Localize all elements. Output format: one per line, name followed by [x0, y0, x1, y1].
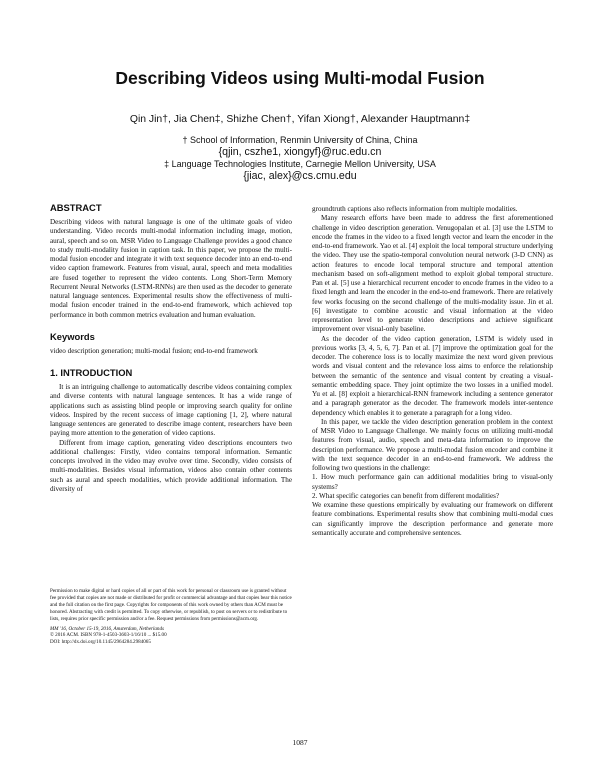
body-paragraph: As the decoder of the video caption generation, LSTM is widely used in previous works [3, 4, 5, 6, 7]. Pan et al. [7] improve the optimization goal for the decoder. The coherence loss is to locally maximize the next word given previous words and visual content and the relevance loss aims to enforce the relationship between the semantic of the sentence and visual content by creating a visual-semantic embedding space. They joint optimize the two losses in a unified model. Yu et al. [8] exploit a hierarchical-RNN framework including a sentence generator and a paragraph generator as the decoder. The framework models inter-sentence dependency which enables it to generate a paragraph for a long video.	[312, 334, 553, 417]
author-list: Qin Jin†, Jia Chen‡, Shizhe Chen†, Yifan Xiong†, Alexander Hauptmann‡	[129, 114, 471, 125]
keywords-heading: Keywords	[50, 330, 95, 342]
body-paragraph: In this paper, we tackle the video description generation problem in the context of MSR Video to Language Challenge. We mainly focus on utilizing multi-modal features from visual, audio, speech and meta-data information to improve the description performance. We propose a multi-modal fusion encoder and combine it with the text sequence decoder in an end-to-end framework. We address the following two questions in the challenge:	[312, 417, 553, 472]
left-column	[50, 202, 292, 494]
conference-info: MM '16, October 15-19, 2016, Amsterdam, Netherlands	[50, 625, 164, 632]
doi-line: DOI: http://dx.doi.org/10.1145/2964284.2984065	[50, 639, 151, 646]
body-paragraph: groundtruth captions also reflects information from multiple modalities.	[312, 205, 518, 213]
intro-paragraph: It is an intriguing challenge to automatically describe videos containing complex and diverse contents with natural language sentences. It has a wide range of applications such as assisting blind people or improving search quality for online videos. Inspired by the recent success of image captioning [1, 2], where natural language sentences are generated to describe image content, researchers have been paying more attention to the generation of video captions.	[50, 383, 292, 438]
page-number: 1087	[292, 738, 308, 747]
permission-notice: Permission to make digital or hard copies of all or part of this work for personal or classroom use is granted without fee provided that copies are not made or distributed for profit or commercial advantage and that copies bear this notice and the full citation on the first page. Copyrights for components of this work owned by others than ACM must be honored. Abstracting with credit is permitted. To copy otherwise, or republish, to post on servers or to redistribute to lists, requires prior specific permission and/or a fee. Request permissions from permissions@acm.org.	[50, 588, 292, 622]
abstract-heading: ABSTRACT	[50, 202, 102, 213]
paper-title: Describing Videos using Multi-modal Fusion	[115, 68, 485, 88]
copyright-line: © 2016 ACM. ISBN 978-1-4503-3603-1/16/10 ... $15.00	[50, 632, 167, 639]
body-paragraph: We examine these questions empirically by evaluating our framework on different feature combinations. Experimental results show that combining multi-modal cues can significantly improve the description performance and generate more semantically accurate and comprehensive sentences.	[312, 501, 553, 537]
abstract-text: Describing videos with natural language is one of the ultimate goals of video understanding. Video records multi-modal information including image, motion, aural, speech and so on. MSR Video to Language Challenge provides a good chance to study multi-modality fusion in caption task. In this paper, we propose the multi-modal fusion encoder and integrate it with text sequence decoder into an end-to-end video caption framework. Features from visual, aural, speech and meta modalities are fused together to represent the video contents. Long Short-Term Memory Recurrent Neural Networks (LSTM-RNNs) are then used as the decoder to generate natural language sentences. Experimental results show the effectiveness of multi-modal fusion encoder trained in the end-to-end framework, which achieved top performance in both common metrics evaluation and human evaluation.	[50, 218, 292, 319]
email-cmu: {jiac, alex}@cs.cmu.edu	[243, 170, 357, 182]
affiliation-cmu: ‡ Language Technologies Institute, Carnegie Mellon University, USA	[164, 159, 436, 169]
question-item: 2. What specific categories can benefit from different modalities?	[312, 491, 500, 500]
body-paragraph: Many research efforts have been made to address the first aforementioned challenge in video description generation. Venugopalan et al. [3] use the LSTM to encode the frames in the video to a fixed length vector and learn the encoder in the end-to-end framework. Yao et al. [4] exploit the local temporal structure underlying the video. They use the spatio-temporal convolution neural network (3-D CNN) as action features to encode local temporal structure and temporal attention mechanism based on soft-alignment method to exploit global temporal structure. Pan et al. [5] use a hierarchical recurrent encoder to encode frames in the video to a fixed length and learn the encoder in the end-to-end framework. There are relatively few works focusing on the second challenge of the multi-modality issue. Jin et al. [6] investigate to combine acoustic and visual information at the video representation level to generate video descriptions and achieve significant improvement over visual-only baseline.	[312, 214, 553, 334]
affiliation-renmin: † School of Information, Renmin University of China, China	[182, 135, 418, 145]
intro-paragraph: Different from image caption, generating video descriptions encounters two additional challenges: Firstly, video contains temporal information. Semantic concepts involved in the video may evolve over time. Secondly, video consists of multi-modalities. Besides visual information, videos also contain other contents such as aural and speech modalities, which provide additional information. The diversity of	[50, 438, 292, 493]
right-column	[312, 205, 553, 538]
question-item: 1. How much performance gain can additional modalities bring to visual-only systems?	[312, 473, 553, 491]
email-renmin: {qjin, cszhe1, xiongyf}@ruc.edu.cn	[218, 146, 382, 158]
copyright-footnote	[50, 588, 292, 646]
introduction-heading: 1. INTRODUCTION	[50, 367, 133, 378]
keywords-text: video description generation; multi-modal fusion; end-to-end framework	[50, 346, 258, 355]
